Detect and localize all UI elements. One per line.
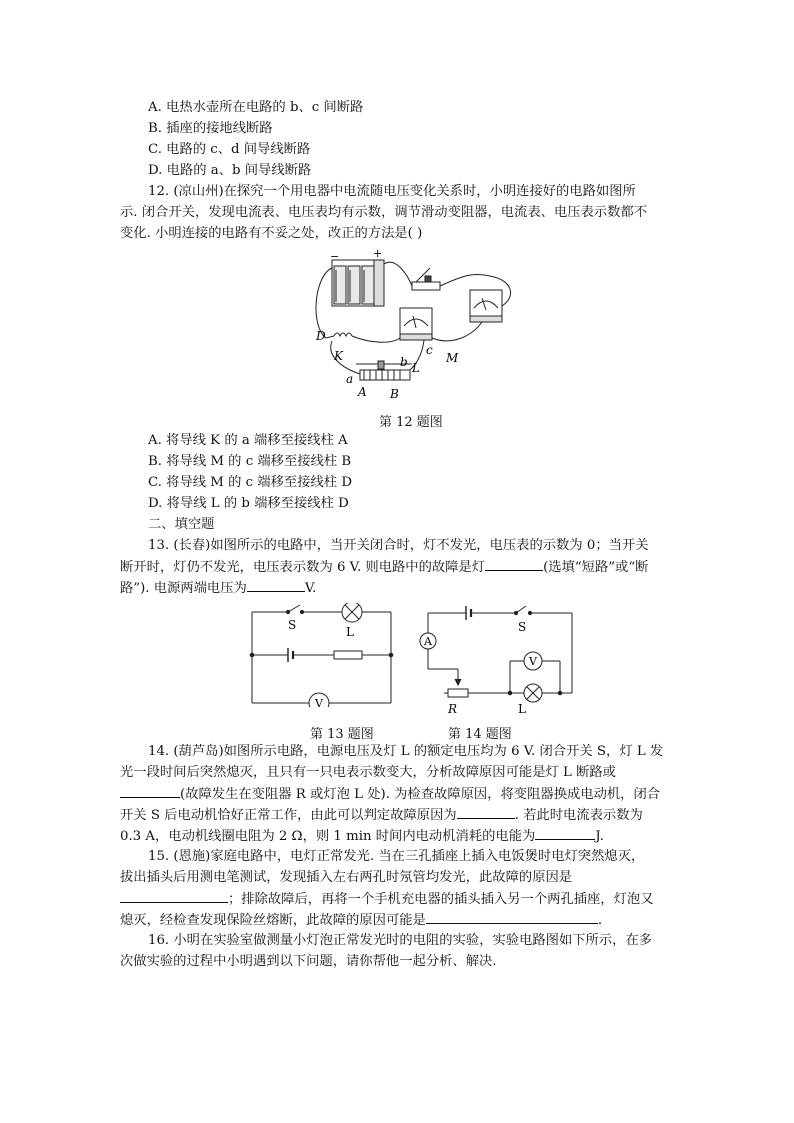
q13-line3-tail: V. (304, 581, 317, 596)
q12-option-d: D. 将导线 L 的 b 端移至接线柱 D (148, 496, 349, 511)
knife-switch (412, 268, 440, 290)
q16-stem-line1: 16. 小明在实验室做测量小灯泡正常发光时的电阻的实验，实验电路图如下所示，在多 (148, 933, 653, 948)
q15-blank-reason1[interactable] (120, 890, 228, 903)
q14-blank-energy[interactable] (535, 827, 595, 840)
q15-line4-tail: . (597, 913, 603, 928)
q13-label-S: S (288, 618, 297, 632)
q11-option-a: A. 电热水壶所在电路的 b、c 间断路 (148, 100, 364, 115)
q12-stem-line2: 示. 闭合开关，发现电流表、电压表均有示数，调节滑动变阻器，电流表、电压表示数都不 (120, 205, 648, 220)
voltmeter (400, 308, 432, 340)
q14-ammeter-label: A (424, 635, 432, 648)
q13-line2-tail: (选填“短路”或“断 (543, 560, 649, 575)
label-M: M (446, 351, 459, 365)
label-A: A (358, 385, 367, 399)
label-a: a (346, 372, 354, 386)
q12-stem-line1: 12. (凉山州)在探究一个用电器中电流随电压变化关系时，小明连接好的电路如图所 (148, 184, 636, 199)
q14-voltmeter-label: V (529, 655, 537, 668)
q13-stem-line3 (120, 579, 316, 598)
q14-label-L: L (518, 702, 526, 716)
q12-stem-line3: 变化. 小明连接的电路有不妥之处，改正的方法是( ) (120, 226, 423, 241)
label-L: L (412, 361, 420, 375)
q13-figure-caption: 第 13 题图 (310, 727, 374, 742)
q11-option-d: D. 电路的 a、b 间导线断路 (148, 163, 312, 178)
label-b: b (400, 355, 408, 369)
q14-label-S: S (518, 620, 527, 634)
battery-minus-label: − (330, 250, 340, 263)
q15-stem-line4 (120, 911, 602, 930)
q14-stem-line1: 14. (葫芦岛)如图所示电路，电源电压及灯 L 的额定电压均为 6 V. 闭合开关 S，灯 L 发 (148, 744, 664, 759)
q12-option-b: B. 将导线 M 的 c 端移至接线柱 B (148, 454, 352, 469)
q14-blank-cause[interactable] (457, 806, 515, 819)
q13-circuit-figure (248, 603, 394, 707)
q13-label-L: L (346, 625, 354, 639)
label-B: B (390, 387, 399, 401)
q12-figure-caption: 第 12 题图 (379, 415, 443, 430)
q14-stem-line2: 光一段时间后突然熄灭，且只有一只电表示数变大，分析故障原因可能是灯 L 断路或 (120, 765, 616, 780)
ammeter (470, 290, 502, 322)
q12-option-c: C. 将导线 M 的 c 端移至接线柱 D (148, 475, 352, 490)
q15-stem-line2: 拔出插头后用测电笔测试，发现插入左右两孔时氖管均发光，此故障的原因是 (120, 870, 573, 885)
q15-stem-line1: 15. (恩施)家庭电路中，电灯正常发光. 当在三孔插座上插入电饭煲时电灯突然熄灭， (148, 849, 645, 864)
q11-option-c: C. 电路的 c、d 间导线断路 (148, 142, 311, 157)
q14-line4-text: 开关 S 后电动机恰好正常工作，由此可以判定故障原因为 (120, 808, 457, 823)
q13-line3-text: 路”). 电源两端电压为 (120, 581, 247, 596)
q13-blank-fault[interactable] (485, 558, 543, 571)
q14-circuit-figure (418, 603, 576, 717)
battery-pack (332, 260, 384, 306)
q14-line4-tail: . 若此时电流表示数为 (514, 808, 643, 823)
q12-circuit-figure (312, 246, 522, 404)
q14-line5-text: 0.3 A，电动机线圈电阻为 2 Ω，则 1 min 时间内电动机消耗的电能为 (120, 829, 536, 844)
q13-stem-line2 (120, 558, 648, 577)
q13-stem-line1: 13. (长春)如图所示的电路中，当开关闭合时，灯不发光，电压表的示数为 0；当开关 (148, 538, 649, 553)
q14-figure-caption: 第 14 题图 (448, 727, 512, 742)
q15-blank-reason2[interactable] (426, 911, 598, 924)
label-c: c (426, 343, 433, 357)
q13-blank-voltage[interactable] (247, 579, 305, 592)
q14-blank-fault[interactable] (120, 785, 180, 798)
q15-stem-line3 (120, 890, 654, 909)
q12-option-a: A. 将导线 K 的 a 端移至接线柱 A (148, 433, 348, 448)
q11-option-b: B. 插座的接地线断路 (148, 121, 273, 136)
q13-voltmeter-label: V (315, 697, 323, 707)
q14-stem-line5 (120, 827, 604, 846)
q14-label-R: R (448, 702, 458, 716)
q15-line3-text: ；排除故障后，再将一个手机充电器的插头插入另一个两孔插座，灯泡又 (228, 892, 654, 907)
battery-plus-label: + (373, 247, 383, 260)
q14-stem-line4 (120, 806, 643, 825)
q14-line3-text: (故障发生在变阻器 R 或灯泡 L 处). 为检查故障原因，将变阻器换成电动机，闭合 (180, 787, 661, 802)
q14-stem-line3 (120, 785, 660, 804)
section-heading-fill-in: 二、填空题 (148, 517, 215, 532)
coil-resistor (334, 333, 352, 336)
q13-line2-text: 断开时，灯仍不发光，电压表示数为 6 V. 则电路中的故障是灯 (120, 560, 486, 575)
label-K: K (334, 349, 343, 363)
q15-line4-text: 熄灭，经检查发现保险丝熔断，此故障的原因可能是 (120, 913, 426, 928)
label-D: D (316, 329, 326, 343)
q16-stem-line2: 次做实验的过程中小明遇到以下问题，请你帮他一起分析、解决. (120, 954, 497, 969)
q14-line5-tail: J. (595, 829, 604, 844)
